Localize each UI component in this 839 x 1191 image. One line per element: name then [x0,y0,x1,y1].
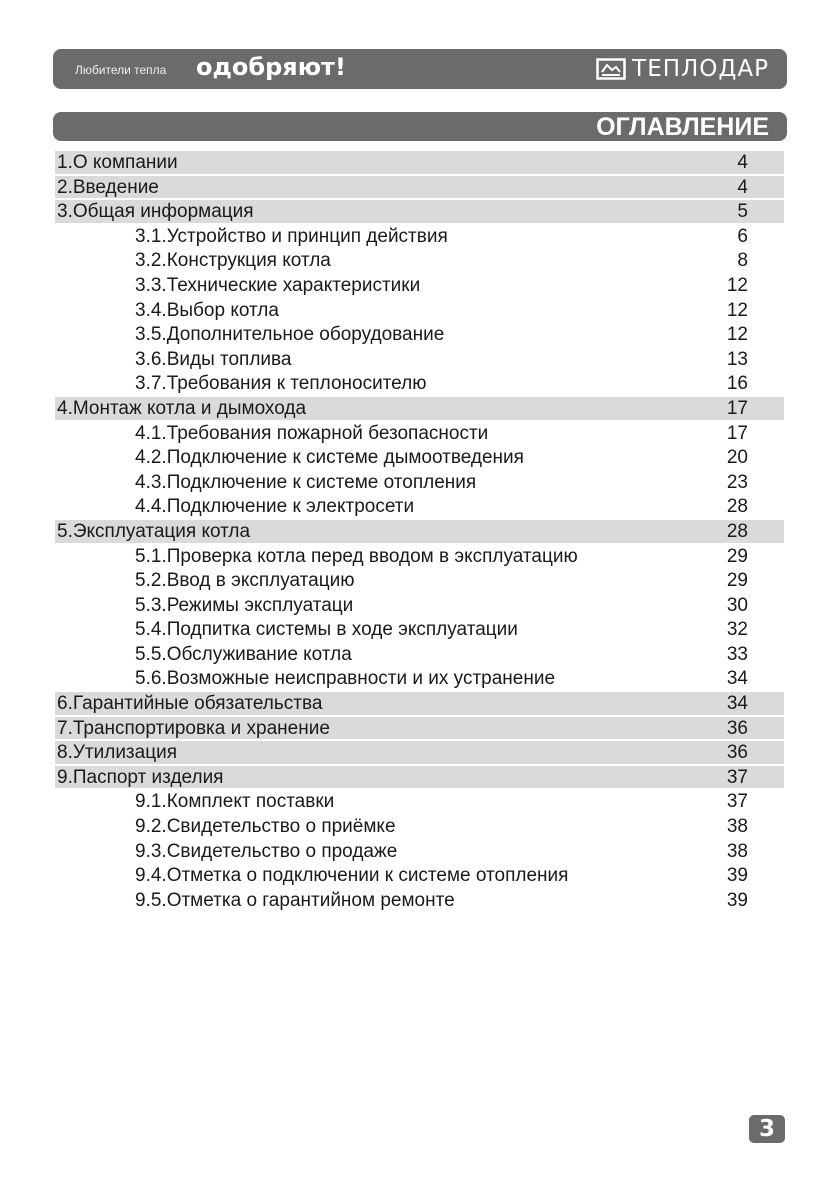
toc-entry-page: 20 [726,447,748,469]
toc-entry-label: 4.Монтаж котла и дымохода [57,397,307,419]
toc-entry-label: 5.4.Подпитка системы в ходе эксплуатации [135,619,518,641]
toc-entry [55,594,784,619]
toc-entry-label: 3.4.Выбор котла [135,299,279,321]
toc-entry-label: 9.Паспорт изделия [57,766,224,788]
page-number-badge: 3 [749,1115,785,1143]
toc-entry [55,643,784,668]
toc-entry-label: 3.1.Устройство и принцип действия [135,225,448,247]
toc-entry-page: 4 [737,152,748,173]
toc-entry-page: 23 [726,471,748,493]
toc-entry [55,397,784,422]
toc-entry-page: 38 [726,840,748,862]
toc-entry-page: 13 [726,348,748,370]
toc-entry [55,864,784,889]
toc-entry-label: 3.7.Требования к теплоносителю [135,373,427,395]
toc-entry-page: 28 [726,520,748,542]
toc-entry-page: 30 [726,594,748,616]
toc-entry-page: 28 [726,496,748,518]
toc-entry-label: 7.Транспортировка и хранение [57,717,330,739]
toc-entry [55,569,784,594]
table-of-contents [55,151,784,913]
toc-entry [55,348,784,373]
toc-entry-label: 5.Эксплуатация котла [57,520,251,542]
toc-entry [55,225,784,250]
toc-entry [55,200,784,225]
header-bar [53,49,787,89]
toc-entry [55,618,784,643]
toc-entry-page: 17 [726,422,748,444]
title-bar [53,112,787,141]
toc-entry-label: 5.3.Режимы эксплуатаци [135,594,354,616]
toc-entry-label: 9.4.Отметка о подключении к системе отопления [135,865,569,887]
toc-entry-page: 39 [726,865,748,887]
toc-entry-page: 36 [726,742,748,764]
page-title: ОГЛАВЛЕНИЕ [596,113,769,141]
toc-entry-label: 3.3.Технические характеристики [135,274,421,296]
toc-entry [55,667,784,692]
toc-entry-page: 39 [726,889,748,911]
toc-entry-page: 6 [737,225,748,247]
toc-entry-page: 37 [726,766,748,788]
toc-entry [55,889,784,914]
toc-entry [55,495,784,520]
brand-logo [596,57,769,81]
toc-entry-page: 34 [726,668,748,690]
toc-entry [55,717,784,742]
toc-entry-page: 29 [726,570,748,592]
toc-entry-label: 2.Введение [57,176,159,198]
toc-entry-page: 37 [726,791,748,813]
toc-entry-label: 5.6.Возможные неисправности и их устранение [135,668,556,690]
toc-entry-page: 16 [726,373,748,395]
toc-entry [55,766,784,791]
toc-entry-label: 4.3.Подключение к системе отопления [135,471,477,493]
toc-entry-page: 12 [726,299,748,321]
toc-entry-label: 5.1.Проверка котла перед вводом в эксплуатацию [135,545,578,567]
toc-entry-label: 5.2.Ввод в эксплуатацию [135,570,355,592]
toc-entry-label: 9.2.Свидетельство о приёмке [135,816,396,838]
toc-entry [55,520,784,545]
toc-entry-page: 33 [726,643,748,665]
toc-entry-label: 9.1.Комплект поставки [135,791,335,813]
toc-entry-page: 32 [726,619,748,641]
toc-entry-page: 12 [726,324,748,346]
toc-entry-label: 4.2.Подключение к системе дымоотведения [135,447,524,469]
toc-entry-label: 1.О компании [57,152,178,173]
toc-entry-label: 4.1.Требования пожарной безопасности [135,422,489,444]
toc-entry [55,741,784,766]
toc-entry [55,692,784,717]
toc-entry [55,323,784,348]
toc-entry-page: 29 [726,545,748,567]
toc-entry [55,372,784,397]
toc-entry-page: 5 [737,201,748,223]
toc-entry-label: 9.3.Свидетельство о продаже [135,840,398,862]
slogan-big: одобряют! [196,53,346,81]
slogan-small: Любители тепла [75,63,167,77]
toc-entry-label: 9.5.Отметка о гарантийном ремонте [135,889,455,911]
toc-entry-label: 6.Гарантийные обязательства [57,693,323,715]
toc-entry [55,545,784,570]
logo-text: ТЕПЛОДАР [632,56,769,82]
toc-entry [55,840,784,865]
toc-entry-page: 38 [726,816,748,838]
toc-entry [55,299,784,324]
toc-entry [55,151,784,176]
toc-entry-label: 3.6.Виды топлива [135,348,292,370]
toc-entry [55,249,784,274]
toc-entry-page: 12 [726,274,748,296]
toc-entry [55,790,784,815]
toc-entry-label: 3.2.Конструкция котла [135,250,331,272]
toc-entry [55,815,784,840]
toc-entry [55,446,784,471]
toc-entry-label: 5.5.Обслуживание котла [135,643,352,665]
logo-icon [596,58,626,80]
toc-entry-label: 4.4.Подключение к электросети [135,496,415,518]
toc-entry-label: 3.Общая информация [57,201,254,223]
toc-entry [55,471,784,496]
toc-entry [55,422,784,447]
toc-entry-page: 8 [737,250,748,272]
toc-entry-label: 3.5.Дополнительное оборудование [135,324,445,346]
toc-entry-label: 8.Утилизация [57,742,177,764]
toc-entry-page: 36 [726,717,748,739]
toc-entry-page: 34 [726,693,748,715]
toc-entry-page: 17 [726,397,748,419]
toc-entry-page: 4 [737,176,748,198]
toc-entry [55,176,784,201]
toc-entry [55,274,784,299]
